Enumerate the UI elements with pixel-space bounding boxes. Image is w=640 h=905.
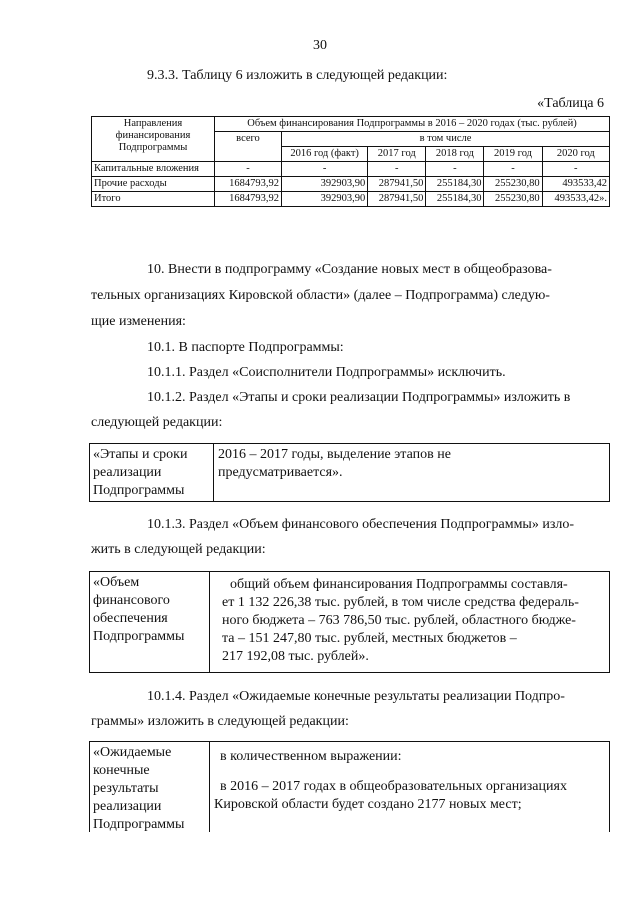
cell: 255184,30 [426,177,484,192]
funding-box-label: «Объем финансового обеспечения Подпрограммы [90,572,210,672]
cell: 1684793,92 [215,177,282,192]
cell: - [426,162,484,177]
row-label: Капитальные вложения [92,162,215,177]
table-header-year: 2018 год [426,147,484,162]
cell: 392903,90 [282,177,368,192]
cell: - [282,162,368,177]
table-header-year: 2017 год [368,147,426,162]
table-header-including: в том числе [282,132,610,147]
paragraph-10-1-2-line: следующей редакции: [91,415,223,430]
table-6 [91,116,610,207]
paragraph-10-line: тельных организациях Кировской области» (далее – Подпрограмма) следую- [91,288,550,303]
results-box [89,741,610,832]
cell: 493533,42». [542,192,609,207]
table-header-total: всего [215,132,282,162]
table-header-year: 2020 год [542,147,609,162]
cell: 287941,50 [368,192,426,207]
stages-box-label: «Этапы и сроки реализации Подпрограммы [90,444,214,501]
paragraph-10-line: 10. Внести в подпрограмму «Создание новых мест в общеобразова- [147,262,552,277]
paragraph-10-line: щие изменения: [91,314,186,329]
paragraph-10-1-4-line: 10.1.4. Раздел «Ожидаемые конечные результаты реализации Подпро- [147,689,565,704]
paragraph-10-1-1: 10.1.1. Раздел «Соисполнители Подпрограммы» исключить. [147,365,506,380]
table-row [92,177,610,192]
table-6-caption: «Таблица 6 [537,96,604,111]
paragraph-10-1-3-line: жить в следующей редакции: [91,542,266,557]
page-number: 30 [313,38,327,53]
row-label: Итого [92,192,215,207]
results-box-value: в количественном выражении: в 2016 – 2017 годах в общеобразовательных организациях Кировской области будет создано 2177 новых мест; [214,749,567,812]
paragraph-10-1-2-line: 10.1.2. Раздел «Этапы и сроки реализации Подпрограммы» изложить в [147,390,571,405]
cell: - [484,162,542,177]
cell: 493533,42 [542,177,609,192]
cell: - [542,162,609,177]
cell: - [368,162,426,177]
row-label: Прочие расходы [92,177,215,192]
cell: 255230,80 [484,192,542,207]
results-box-label: «Ожидаемые конечные результаты реализации Подпрограммы [90,742,210,832]
table-header-year: 2016 год (факт) [282,147,368,162]
cell: 255184,30 [426,192,484,207]
paragraph-10-1-3-line: 10.1.3. Раздел «Объем финансового обеспечения Подпрограммы» изло- [147,517,575,532]
table-header-direction: Направления финансирования Подпрограммы [92,117,215,162]
cell: 287941,50 [368,177,426,192]
table-header-volume: Объем финансирования Подпрограммы в 2016 – 2020 годах (тыс. рублей) [215,117,610,132]
cell: 392903,90 [282,192,368,207]
stages-box [89,443,610,502]
paragraph-10-1-4-line: граммы» изложить в следующей редакции: [91,714,349,729]
cell: - [215,162,282,177]
table-header-year: 2019 год [484,147,542,162]
stages-box-value: 2016 – 2017 годы, выделение этапов не предусматривается». [218,447,451,480]
funding-box-value: общий объем финансирования Подпрограммы составля- ет 1 132 226,38 тыс. рублей, в том числе средства федераль- ного бюджета – 763 786,50 тыс. рублей, областного бюдже- та – 151 247,80 тыс. рублей, местных бюджетов – 217 192,08 тыс. рублей». [222,577,579,664]
table-row [92,162,610,177]
paragraph-10-1: 10.1. В паспорте Подпрограммы: [147,340,344,355]
cell: 1684793,92 [215,192,282,207]
cell: 255230,80 [484,177,542,192]
funding-box [89,571,610,673]
paragraph-9-3-3: 9.3.3. Таблицу 6 изложить в следующей редакции: [147,68,448,83]
table-row [92,192,610,207]
